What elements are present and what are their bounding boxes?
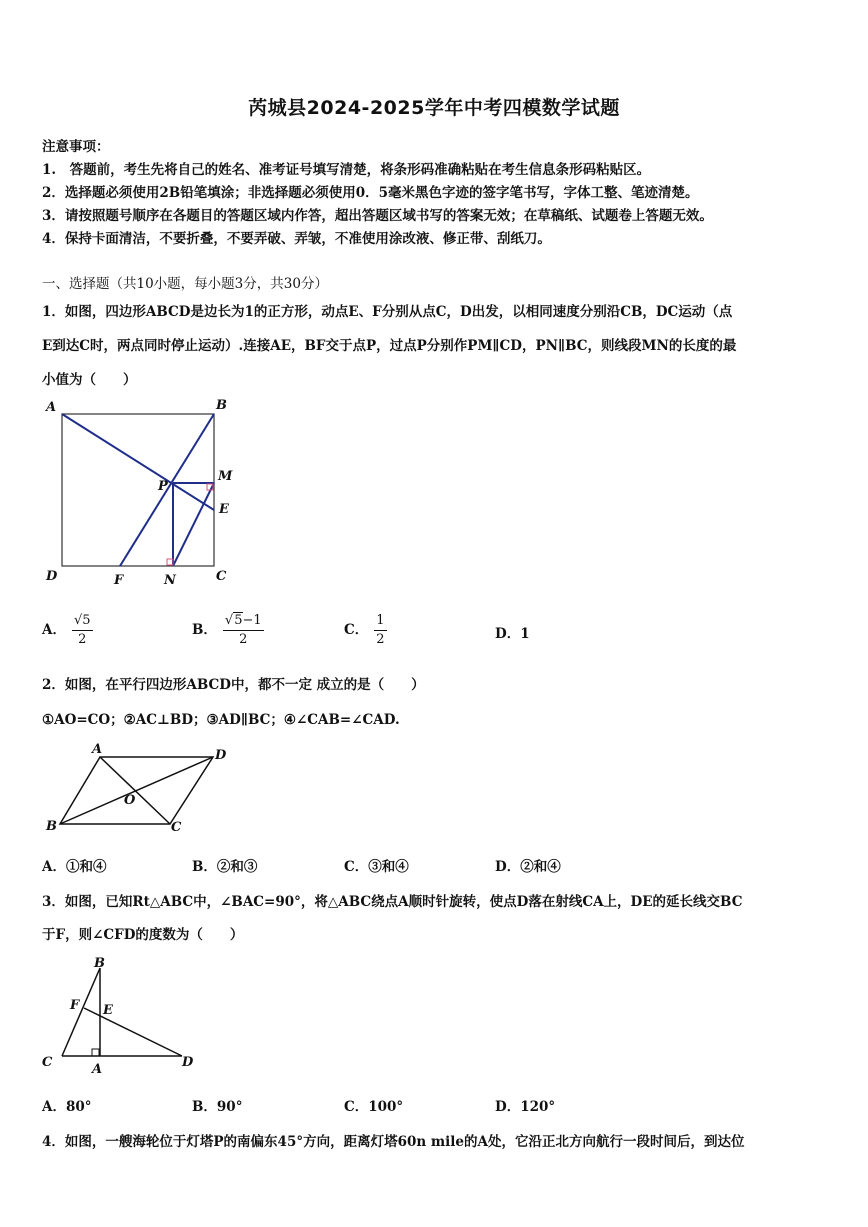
q1-label-A: A [46, 400, 57, 415]
q3-label-D: D [182, 1055, 194, 1070]
q3-text-line-2: 于F，则∠CFD的度数为（ ） [42, 927, 244, 943]
section-heading: 一、选择题（共10小题，每小题3分，共30分） [42, 276, 328, 292]
q2-option-a[interactable]: A．①和④ [42, 859, 107, 875]
q1-label-D: D [46, 569, 58, 584]
q1-label-B: B [216, 398, 227, 413]
page-title: 芮城县2024-2025学年中考四模数学试题 [248, 97, 620, 119]
q1-text-line-2: E到达C时，两点同时停止运动）.连接AE，BF交于点P，过点P分别作PM∥CD，PN∥BC，则线段MN的长度的最 [42, 338, 737, 354]
q2-text-line-1: 2．如图，在平行四边形ABCD中，都不一定 成立的是（ ） [42, 677, 425, 693]
q1-label-E: E [219, 502, 229, 517]
q2-label-O: O [124, 793, 136, 808]
q1-option-b[interactable]: B． $\frac{√5-1}{2}$ [192, 613, 262, 647]
q2-label-A: A [92, 742, 103, 757]
notice-item-4: 4．保持卡面清洁，不要折叠，不要弄破、弄皱，不准使用涂改液、修正带、刮纸刀。 [42, 231, 551, 247]
notice-item-2: 2．选择题必须使用2B铅笔填涂；非选择题必须使用0．5毫米黑色字迹的签字笔书写，字体工整、笔迹清楚。 [42, 185, 699, 201]
q1-label-N: N [164, 573, 176, 588]
notice-item-3: 3．请按照题号顺序在各题目的答题区域内作答，超出答题区域书写的答案无效；在草稿纸、试题卷上答题无效。 [42, 208, 713, 224]
q1-label-M: M [218, 469, 233, 484]
notice-item-1: 1. 答题前，考生先将自己的姓名、准考证号填写清楚，将条形码准确粘贴在考生信息条形码粘贴区。 [42, 162, 651, 178]
q3-triangle-figure [36, 952, 206, 1078]
q3-option-d[interactable]: D．120° [495, 1099, 556, 1115]
q1-text-line-3: 小值为（ ） [42, 372, 137, 388]
q1-text-line-1: 1．如图，四边形ABCD是边长为1的正方形，动点E、F分别从点C，D出发，以相同速度分别沿CB，DC运动（点 [42, 304, 733, 320]
q3-label-A: A [92, 1062, 103, 1077]
q2-label-C: C [171, 820, 182, 835]
q2-option-c[interactable]: C．③和④ [344, 859, 409, 875]
q1-label-F: F [114, 573, 124, 588]
q1-option-c[interactable]: C． $\frac{1}{2}$ [344, 613, 385, 647]
q2-label-B: B [46, 819, 57, 834]
q2-option-b[interactable]: B．②和③ [192, 859, 258, 875]
q3-option-c[interactable]: C．100° [344, 1099, 404, 1115]
q3-label-C: C [42, 1055, 53, 1070]
q3-option-b[interactable]: B．90° [192, 1099, 243, 1115]
q3-text-line-1: 3．如图，已知Rt△ABC中，∠BAC=90°，将△ABC绕点A顺时针旋转，使点D落在射线CA上，DE的延长线交BC [42, 894, 743, 910]
q1-option-a[interactable]: A． $\frac{√5}{2}$ [42, 613, 91, 647]
q4-text-line-1: 4．如图，一艘海轮位于灯塔P的南偏东45°方向，距离灯塔60n mile的A处，它沿正北方向航行一段时间后，到达位 [42, 1134, 745, 1150]
q3-label-E: E [103, 1003, 113, 1018]
q1-label-C: C [216, 569, 227, 584]
q2-text-line-2: ①AO=CO；②AC⊥BD；③AD∥BC；④∠CAB=∠CAD. [42, 712, 400, 728]
q3-option-a[interactable]: A．80° [42, 1099, 92, 1115]
q2-option-d[interactable]: D．②和④ [495, 859, 561, 875]
notice-heading: 注意事项： [42, 139, 110, 155]
q1-square-figure [40, 396, 250, 592]
q1-option-d[interactable]: D．1 [495, 626, 530, 642]
q2-parallelogram-figure [40, 740, 240, 836]
q3-label-F: F [70, 998, 80, 1013]
q1-label-P: P [158, 479, 168, 494]
q3-label-B: B [94, 956, 105, 971]
q2-label-D: D [215, 748, 227, 763]
